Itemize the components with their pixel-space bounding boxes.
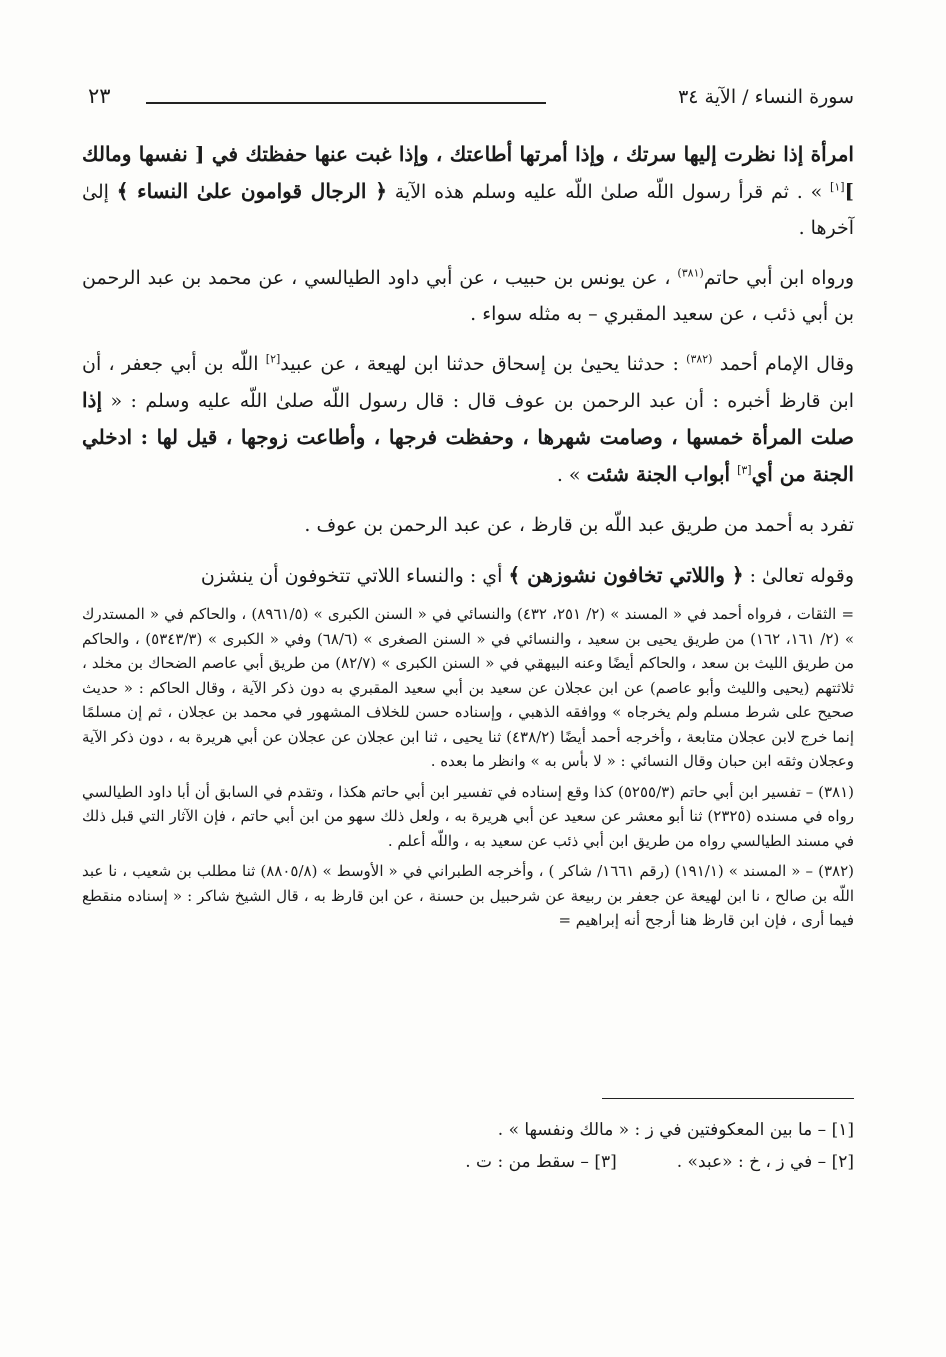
hadith-text: أبواب الجنة شئت xyxy=(586,462,738,486)
editorial-note-row xyxy=(82,1146,854,1178)
verse-quote: ﴿ واللاتي تخافون نشوزهن ﴾ xyxy=(508,563,744,587)
paragraph-4 xyxy=(82,507,854,543)
body-text: اللّه بن أبي جعفر ، أن ابن قارظ أخبره : أن عبد الرحمن بن عوف قال : قال رسول اللّه صلىٰ اللّه عليه وسلم : « xyxy=(82,353,854,412)
header-title: سورة النساء / الآية ٣٤ xyxy=(678,86,854,108)
body-text: وقال الإمام أحمد xyxy=(712,353,855,375)
editorial-note-1: [١] – ما بين المعكوفتين في ز : « مالك ونفسها » . xyxy=(497,1120,854,1140)
running-header xyxy=(88,80,854,124)
paragraph-2 xyxy=(82,260,854,332)
paragraph-1 xyxy=(82,136,854,246)
verse-quote: ﴿ الرجال قوامون علىٰ النساء ﴾ xyxy=(116,179,387,203)
editorial-notes xyxy=(82,1114,854,1178)
body-text: تفرد به أحمد من طريق عبد اللّه بن قارظ ، عن عبد الرحمن بن عوف . xyxy=(304,514,854,536)
footnote-ref: [٣] xyxy=(737,463,752,477)
page-number: ٢٣ xyxy=(88,84,111,108)
body-text: : حدثنا يحيىٰ بن إسحاق حدثنا ابن لهيعة ، عن عبيد xyxy=(280,353,687,375)
footnotes xyxy=(82,602,854,939)
hadith-text: إذا صلت المرأة خمسها ، وصامت شهرها ، وحفظت فرجها ، وأطاعت زوجها ، قيل لها : ادخلي الجنة من أي xyxy=(82,388,854,486)
footnote-ref: [١] xyxy=(830,180,845,194)
hadith-text: امرأة إذا نظرت إليها سرتك ، وإذا أمرتها أطاعتك ، وإذا غبت عنها حفظتك في [ نفسها ومالك ] xyxy=(82,142,855,203)
paragraph-3 xyxy=(82,346,854,493)
footnote-ref: (٣٨٢) xyxy=(686,352,713,366)
main-text xyxy=(82,136,854,608)
footnote-ref: (٣٨١) xyxy=(677,266,704,280)
paragraph-5 xyxy=(82,557,854,594)
header-rule xyxy=(146,102,546,104)
body-text: ، عن يونس بن حبيب ، عن أبي داود الطيالسي ، عن محمد بن عبد الرحمن بن أبي ذئب ، عن سعيد المقبري – به مثله سواء . xyxy=(82,267,854,325)
body-text: إلىٰ آخرها . xyxy=(82,181,854,239)
footnote-ref: [٢] xyxy=(265,352,281,366)
body-text: » . xyxy=(556,464,587,486)
footnote-separator xyxy=(602,1098,854,1099)
editorial-note-3: [٣] – سقط من : ت . xyxy=(465,1152,617,1172)
footnote-382: (٣٨٢) – « المسند » (١٩١/١) (رقم ١٦٦١/ شاكر ) ، وأخرجه الطبراني في « الأوسط » (٨٨٠٥/٨) ثنا مطلب بن شعيب ، نا عبد اللّه بن صالح ، نا ابن لهيعة عن جعفر بن ربيعة عن شرحبيل بن حسنة ، عن ابن قارظ به ، قال الشيخ شاكر : « إسناده منقطع فيما أرى ، فإن ابن قارظ هنا أرجح أنه إبراهيم = xyxy=(82,862,854,929)
footnote-381: (٣٨١) – تفسير ابن أبي حاتم (٥٢٥٥/٣) كذا وقع إسناده في تفسير ابن أبي حاتم هكذا ، وتقدم في السابق أن أبا داود الطيالسي رواه في مسنده (٢٣٢٥) ثنا أبو معشر عن سعيد عن أبي هريرة به ، ولعل ذلك سهو من ابن أبي حاتم ، فإن الآثار التي قبل ذلك في مسند الطيالسي رواه من طريق ابن أبي ذئب عن سعيد به ، واللّه أعلم . xyxy=(82,782,854,850)
footnote-continued: = الثقات ، فرواه أحمد في « المسند » (٢/ ٢٥١، ٤٣٢) والنسائي في « السنن الكبرى » (٨٩٦١/٥) ، والحاكم في « المستدرك » (٢/ ١٦١، ١٦٢) من طريق يحيى بن سعيد ، والنسائي في « السنن الصغرى » (٦٨/٦) وفي « الكبرى » (٥٣٤٣/٣) ، والحاكم من طريق الليث بن سعد ، والحاكم أيضًا وعنه البيهقي في « السنن الكبرى » (٨٢/٧) من طريق أبي عاصم الضحاك بن مخلد ، ثلاثتهم (يحيى والليث وأبو عاصم) عن ابن عجلان عن سعيد بن أبي سعيد المقبري به دون ذكر الآية ، وقال الحاكم : « حديث صحيح على شرط مسلم ولم يخرجاه » ووافقه الذهبي ، وإسناده حسن للخلاف المشهور في محمد بن عجلان ، ثم إن مسلمًا إنما خرج لابن عجلان متابعة ، وأخرجه أحمد أيضًا (٤٣٨/٢) ثنا يحيى ، ثنا ابن عجلان عن عجلان عن أبي هريرة به ، دون ذكر الآية وعجلان وثقه ابن حبان وقال النسائي : « لا بأس به » وانظر ما بعده . xyxy=(82,605,855,770)
editorial-note-2: [٢] – في ز ، خ : «عبد» . xyxy=(676,1152,854,1172)
body-text: أي : والنساء اللاتي تتخوفون أن ينشزن xyxy=(200,565,509,587)
body-text: » . ثم قرأ رسول اللّه صلىٰ اللّه عليه وسلم هذه الآية xyxy=(386,181,831,203)
body-text: ورواه ابن أبي حاتم xyxy=(703,267,854,289)
body-text: وقوله تعالىٰ : xyxy=(743,565,854,587)
